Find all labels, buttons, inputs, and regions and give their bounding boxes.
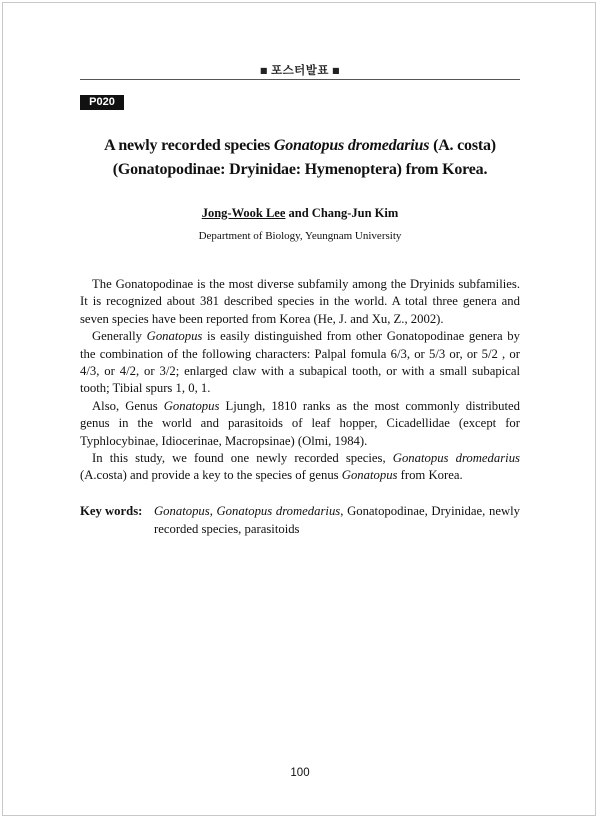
- p4-species: Gonatopus dromedarius: [392, 451, 520, 466]
- header-marker-right: ■: [332, 66, 341, 75]
- header-title: 포스터발표: [270, 63, 330, 77]
- p3-text-a: Also, Genus: [92, 398, 164, 413]
- presenting-author: Jong-Wook Lee: [201, 206, 286, 220]
- author-line: [80, 206, 520, 221]
- paragraph-1: The Gonatopodinae is the most diverse subfamily among the Dryinids subfamilies. It is recognized about 381 described species in the world. A total three genera and seven species have been reported from Korea (He, J. and Xu, Z., 2002).: [80, 277, 520, 326]
- keyword-2: Gonatopus dromedarius: [216, 504, 341, 518]
- p3-genus: Gonatopus: [163, 398, 220, 413]
- header-divider: [80, 79, 520, 80]
- paragraph-2: [80, 328, 520, 398]
- p2-text-b: is easily distinguished from other Gonatopodinae genera by the combination of the following characters: Palpal fomula 6/3, or 5/3 or, or 5/2 , or 4/3, or 4/2, or 3/2; enlarged claw with a subapical tooth, or with a small subapical tooth; Tibial spurs 1, 0, 1.: [80, 329, 520, 396]
- p2-genus: Gonatopus: [146, 329, 203, 344]
- p3-text-b: Ljungh, 1810 ranks as the most commonly distributed genus in the world and parasitoids of leaf hopper, Cicadellidae (except for Typhlocybinae, Idiocerinae, Macropsinae) (Olmi, 1984).: [80, 398, 520, 448]
- author-connector: and: [285, 206, 312, 220]
- keywords-block: [80, 502, 520, 538]
- section-header: [80, 62, 520, 78]
- keywords-list: [154, 502, 520, 538]
- keyword-1: Gonatopus: [154, 504, 210, 518]
- p4-text-a: In this study, we found one newly recorded species,: [92, 451, 393, 466]
- poster-code-badge: P020: [80, 95, 124, 110]
- title-part1: A newly recorded species: [104, 137, 274, 154]
- keywords-rest: , Gonatopodinae, Dryinidae, newly recorded species, parasitoids: [154, 504, 520, 536]
- header-marker-left: ■: [259, 66, 268, 75]
- paper-title: [70, 134, 530, 182]
- p2-text-a: Generally: [92, 329, 147, 344]
- paragraph-3: [80, 398, 520, 450]
- abstract-body: [80, 276, 520, 485]
- title-species: Gonatopus dromedarius: [273, 137, 430, 154]
- co-author: Chang-Jun Kim: [311, 206, 399, 220]
- paragraph-4: [80, 450, 520, 485]
- keywords-label: Key words:: [80, 504, 143, 518]
- title-part2: (A. costa) (Gonatopodinae: Dryinidae: Hymenoptera) from Korea.: [112, 137, 496, 178]
- p4-text-c: from Korea.: [397, 468, 463, 483]
- page-number: 100: [290, 767, 310, 779]
- p4-text-b: (A.costa) and provide a key to the species of genus: [80, 468, 342, 483]
- affiliation: Department of Biology, Yeungnam University: [198, 230, 402, 242]
- keyword-separator: ,: [209, 504, 217, 518]
- p4-genus: Gonatopus: [341, 468, 398, 483]
